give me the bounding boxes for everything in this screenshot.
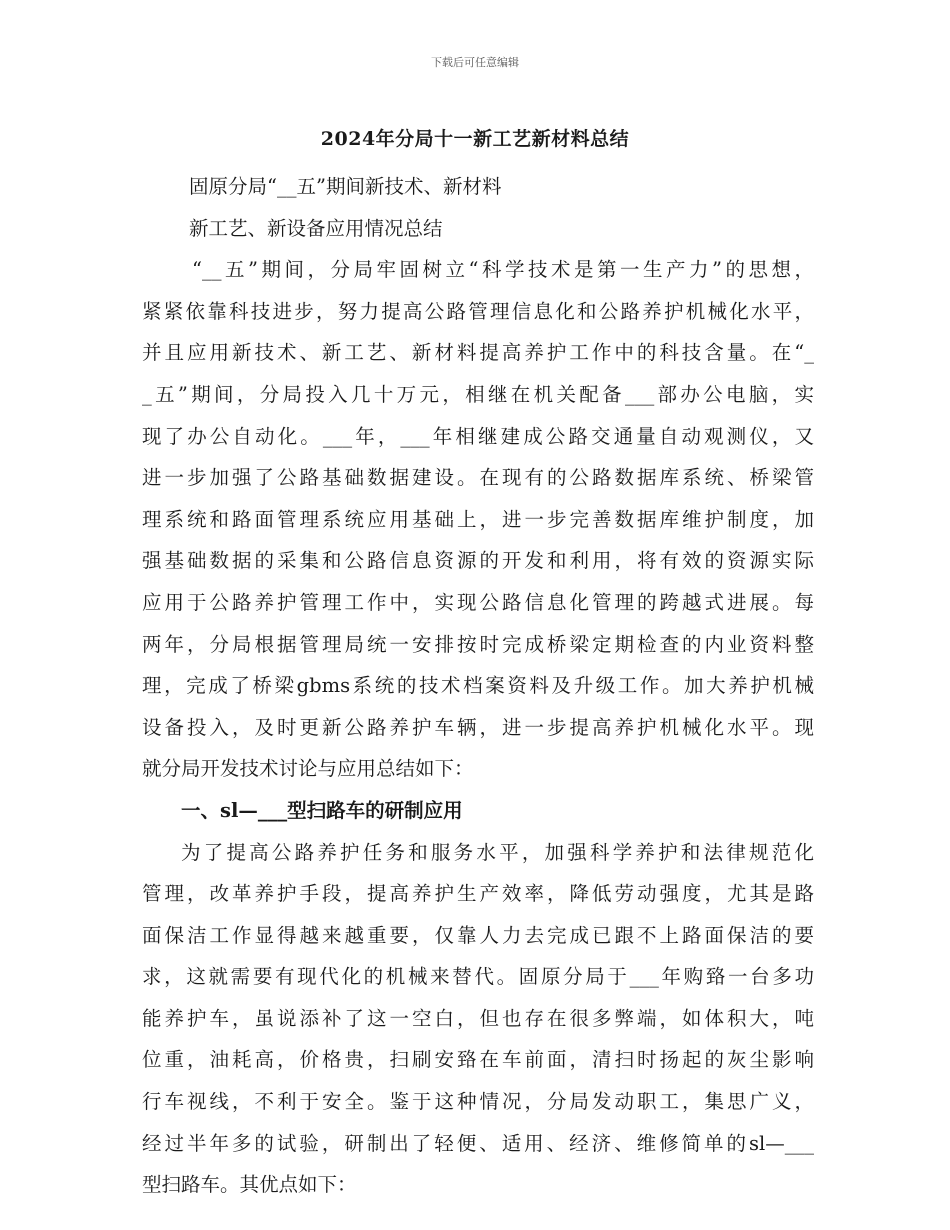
paragraph-line: 能养护车，虽说添补了这一空白，但也存在很多弊端，如体积大，吨 [142, 1006, 814, 1030]
paragraph-line: 理系统和路面管理系统应用基础上，进一步完善数据库维护制度，加 [142, 507, 814, 531]
paragraph-line: 应用于公路养护管理工作中，实现公路信息化管理的跨越式进展。每 [142, 590, 814, 614]
paragraph-line: 设备投入，及时更新公路养护车辆，进一步提高养护机械化水平。现 [142, 715, 814, 739]
document-title: 2024年分局十一新工艺新材料总结 [320, 128, 630, 150]
paragraph-line: 理，完成了桥梁gbms系统的技术档案资料及升级工作。加大养护机械 [142, 674, 814, 698]
paragraph-line: 面保洁工作显得越来越重要，仅靠人力去完成已跟不上路面保洁的要 [142, 923, 814, 947]
paragraph-line: _五”期间，分局投入几十万元，相继在机关配备___部办公电脑，实 [142, 382, 814, 406]
paragraph-line: 两年，分局根据管理局统一安排按时完成桥梁定期检查的内业资料整 [142, 632, 814, 656]
paragraph-line: 并且应用新技术、新工艺、新材料提高养护工作中的科技含量。在“_ [142, 341, 814, 365]
paragraph-line: 强基础数据的采集和公路信息资源的开发和利用，将有效的资源实际 [142, 549, 814, 573]
document-body [142, 166, 814, 1206]
paragraph-line: 紧紧依靠科技进步，努力提高公路管理信息化和公路养护机械化水平， [142, 299, 814, 323]
paragraph-line: 求，这就需要有现代化的机械来替代。固原分局于___年购臵一台多功 [142, 965, 814, 989]
intro-line-1: 固原分局“__五”期间新技术、新材料 [189, 175, 502, 198]
paragraph-line: 就分局开发技术讨论与应用总结如下： [142, 757, 474, 781]
section-heading: 一、sl—___型扫路车的研制应用 [181, 798, 463, 822]
paragraph-line: 型扫路车。其优点如下： [142, 1173, 357, 1197]
paragraph-line: 位重，油耗高，价格贵，扫刷安臵在车前面，清扫时扬起的灰尘影响 [142, 1048, 814, 1072]
paragraph-1 [142, 249, 814, 790]
page-header-note: 下载后可任意编辑 [431, 56, 519, 69]
paragraph-line: 为了提高公路养护任务和服务水平，加强科学养护和法律规范化 [181, 840, 814, 864]
intro-line-2: 新工艺、新设备应用情况总结 [189, 216, 443, 240]
paragraph-line: “__五”期间，分局牢固树立“科学技术是第一生产力”的思想， [192, 258, 814, 282]
paragraph-line: 管理，改革养护手段，提高养护生产效率，降低劳动强度，尤其是路 [142, 882, 814, 906]
paragraph-line: 行车视线，不利于安全。鉴于这种情况，分局发动职工，集思广义， [142, 1090, 814, 1114]
section-1-paragraph [142, 832, 814, 1206]
paragraph-line: 经过半年多的试验，研制出了轻便、适用、经济、维修简单的sl—___ [142, 1131, 814, 1155]
paragraph-line: 现了办公自动化。___年，___年相继建成公路交通量自动观测仪，又 [142, 424, 814, 448]
paragraph-line: 进一步加强了公路基础数据建设。在现有的公路数据库系统、桥梁管 [142, 466, 814, 490]
